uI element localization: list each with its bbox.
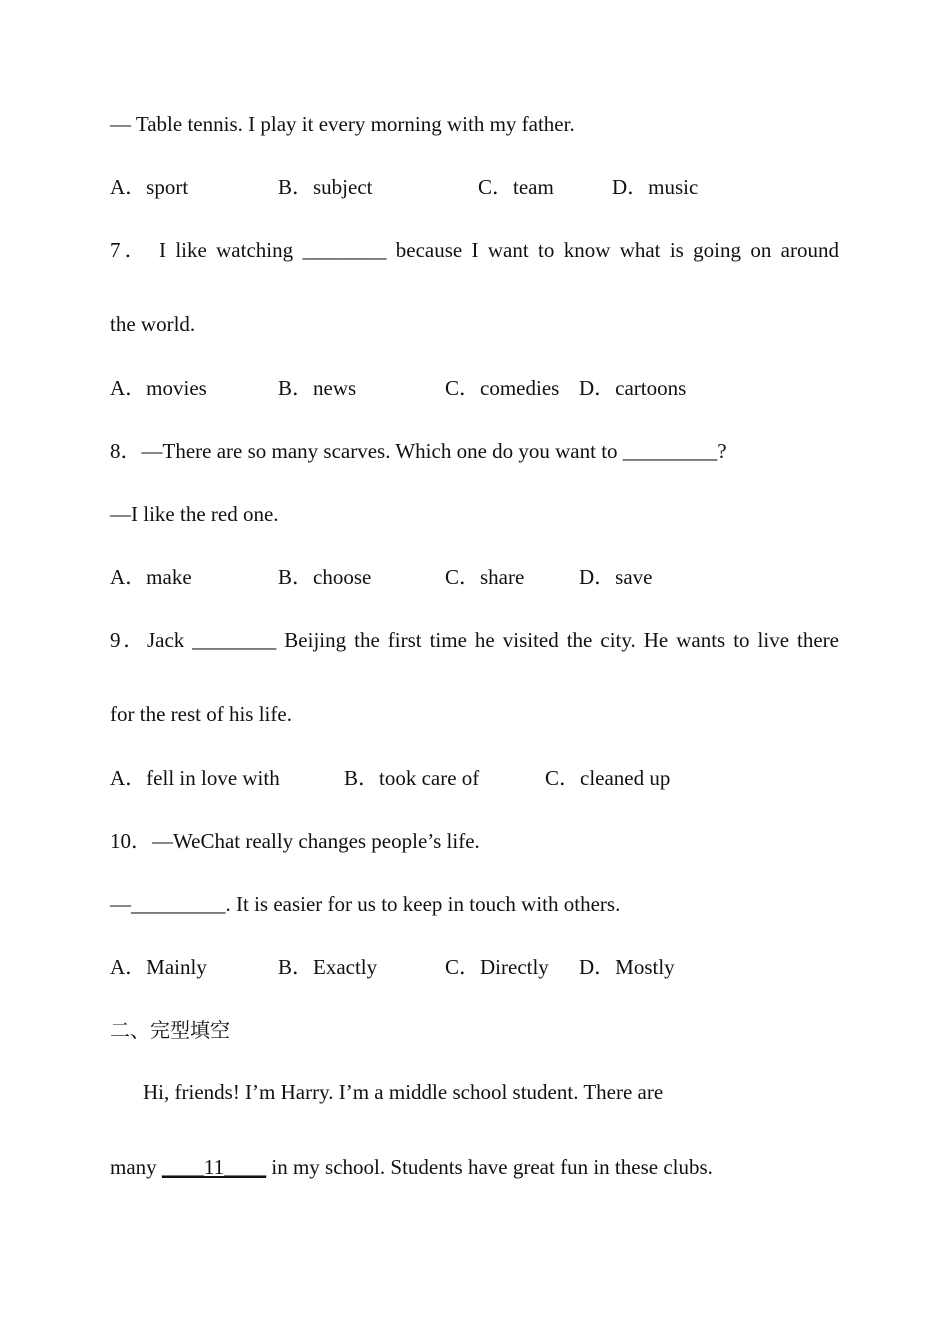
q10-option-d: D．Mostly (579, 955, 675, 979)
q10-stem: 10．—WeChat really changes people’s life. (110, 829, 480, 853)
q8-option-c: C．share (445, 565, 525, 589)
q6-options (110, 174, 850, 200)
q9-stem-line1: 9．Jack ________ Beijing the first time he visited the city. He wants to live there (110, 628, 839, 652)
passage-line1: Hi, friends! I’m Harry. I’m a middle school student. There are (143, 1080, 664, 1104)
q9-option-c: C．cleaned up (545, 766, 671, 790)
q7-stem-line1: 7． I like watching ________ because I want to know what is going on around (110, 238, 839, 262)
q10-options (110, 954, 850, 980)
q6-option-a: A．sport (110, 175, 189, 199)
passage-line2-suffix: in my school. Students have great fun in these clubs. (266, 1155, 713, 1179)
q8-option-b: B．choose (278, 565, 372, 589)
q10-option-c: C．Directly (445, 955, 549, 979)
q9-options (110, 765, 850, 791)
passage-line2-prefix: many (110, 1155, 162, 1179)
q7-option-c: C．comedies (445, 376, 560, 400)
q9-stem-line2: for the rest of his life. (110, 702, 292, 726)
q7-stem-line2: the world. (110, 312, 196, 336)
q10-option-b: B．Exactly (278, 955, 378, 979)
q6-option-b: B．subject (278, 175, 373, 199)
q6-option-c: C．team (478, 175, 554, 199)
q7-option-a: A．movies (110, 376, 207, 400)
q6-answer-line: — Table tennis. I play it every morning with my father. (110, 112, 575, 136)
q10-option-a: A．Mainly (110, 955, 207, 979)
q10-reply: —_________. It is easier for us to keep in touch with others. (110, 892, 621, 916)
section2-heading: 二、完型填空 (110, 1018, 230, 1042)
q7-option-d: D．cartoons (579, 376, 687, 400)
passage-line2 (110, 1154, 713, 1180)
q7-option-b: B．news (278, 376, 357, 400)
q8-reply: —I like the red one. (110, 502, 279, 526)
q6-option-d: D．music (612, 175, 699, 199)
q9-option-b: B．took care of (344, 766, 480, 790)
q8-stem: 8．—There are so many scarves. Which one do you want to _________? (110, 439, 727, 463)
q7-options (110, 375, 850, 401)
q8-options (110, 564, 850, 590)
blank-11: ____11____ (161, 1155, 267, 1179)
q9-option-a: A．fell in love with (110, 766, 280, 790)
q8-option-a: A．make (110, 565, 192, 589)
q8-option-d: D．save (579, 565, 653, 589)
